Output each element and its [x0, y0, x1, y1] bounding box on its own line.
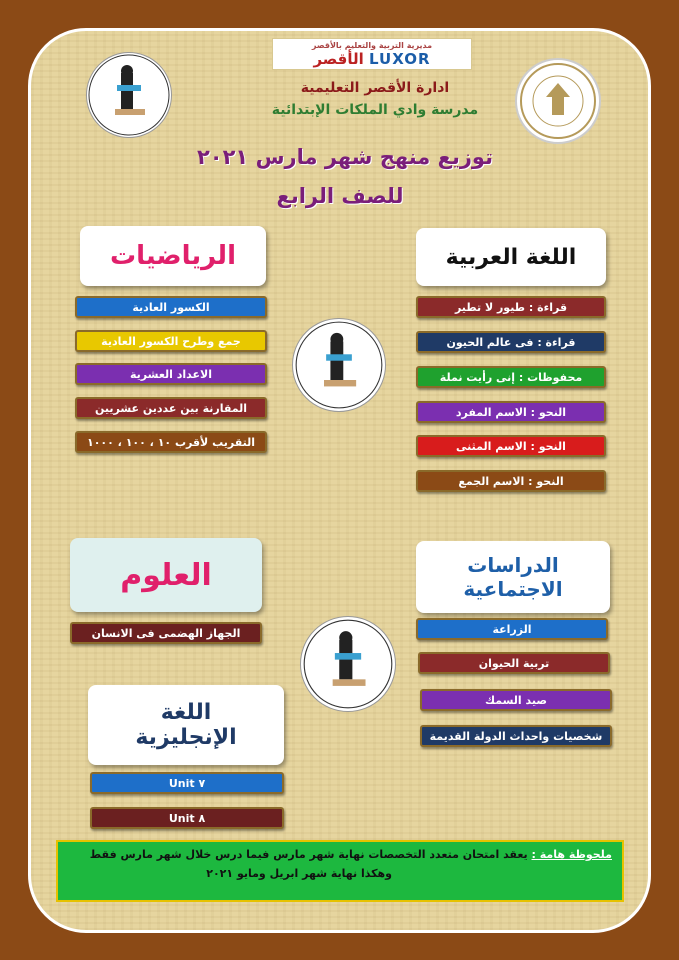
science-subject-card	[70, 538, 262, 612]
note-text-2: وهكذا نهاية شهر ابريل ومايو ٢٠٢١	[206, 867, 392, 880]
arabic-item: النحو : الاسم الجمع	[416, 470, 606, 492]
science-title: العلوم	[120, 557, 212, 593]
arabic-item: النحو : الاسم المثنى	[416, 435, 606, 457]
school-name: مدرسة وادي الملكات الإبتدائية	[271, 102, 479, 118]
ministry-seal-icon	[515, 58, 601, 144]
school-logo-icon	[292, 318, 386, 412]
school-logo-icon	[86, 52, 172, 138]
math-item: التقريب لأقرب ١٠ ، ١٠٠ ، ١٠٠٠	[75, 431, 267, 453]
arabic-subject-card	[416, 228, 606, 286]
social-title-line2: الاجتماعية	[463, 577, 563, 601]
school-logo-icon	[300, 616, 396, 712]
math-title: الرياضيات	[109, 241, 236, 271]
math-item: المقارنة بين عددين عشريين	[75, 397, 267, 419]
social-item: الزراعة	[416, 618, 608, 640]
social-item: شخصيات واحداث الدولة القديمة	[420, 725, 612, 747]
note-label: ملحوظة هامة :	[531, 848, 612, 861]
english-title-line1: اللغة	[160, 700, 212, 725]
english-subject-card	[88, 685, 284, 765]
important-note	[56, 840, 624, 902]
arabic-item: النحو : الاسم المفرد	[416, 401, 606, 423]
page-subtitle: للصف الرابع	[276, 184, 404, 208]
science-item: الجهاز الهضمى فى الانسان	[70, 622, 262, 644]
english-item: Unit ٨	[90, 807, 284, 829]
note-text: يعقد امتحان متعدد التخصصات نهاية شهر مارس فيما درس خلال شهر مارس فقط	[89, 848, 528, 861]
luxor-banner	[272, 38, 472, 70]
arabic-item: قراءة : طيور لا تطير	[416, 296, 606, 318]
social-title-line1: الدراسات	[467, 553, 559, 577]
page-title: توزيع منهج شهر مارس ٢٠٢١	[196, 145, 493, 169]
math-subject-card	[80, 226, 266, 286]
arabic-title: اللغة العربية	[445, 244, 577, 270]
english-item: Unit ٧	[90, 772, 284, 794]
arabic-item: قراءة : فى عالم الحيون	[416, 331, 606, 353]
math-item: جمع وطرح الكسور العادية	[75, 330, 267, 352]
social-subject-card	[416, 541, 610, 613]
social-item: تربية الحيوان	[418, 652, 610, 674]
directorate-line: مديرية التربية والتعليم بالأقصر	[311, 40, 433, 50]
luxor-wordmark: الأقصر LUXOR	[313, 49, 431, 68]
admin-name: ادارة الأقصر التعليمية	[300, 80, 450, 96]
math-item: الاعداد العشرية	[75, 363, 267, 385]
english-title-line2: الإنجليزية	[135, 725, 237, 750]
arabic-item: محفوظات : إنى رأيت نملة	[416, 366, 606, 388]
social-item: صيد السمك	[420, 689, 612, 711]
math-item: الكسور العادية	[75, 296, 267, 318]
